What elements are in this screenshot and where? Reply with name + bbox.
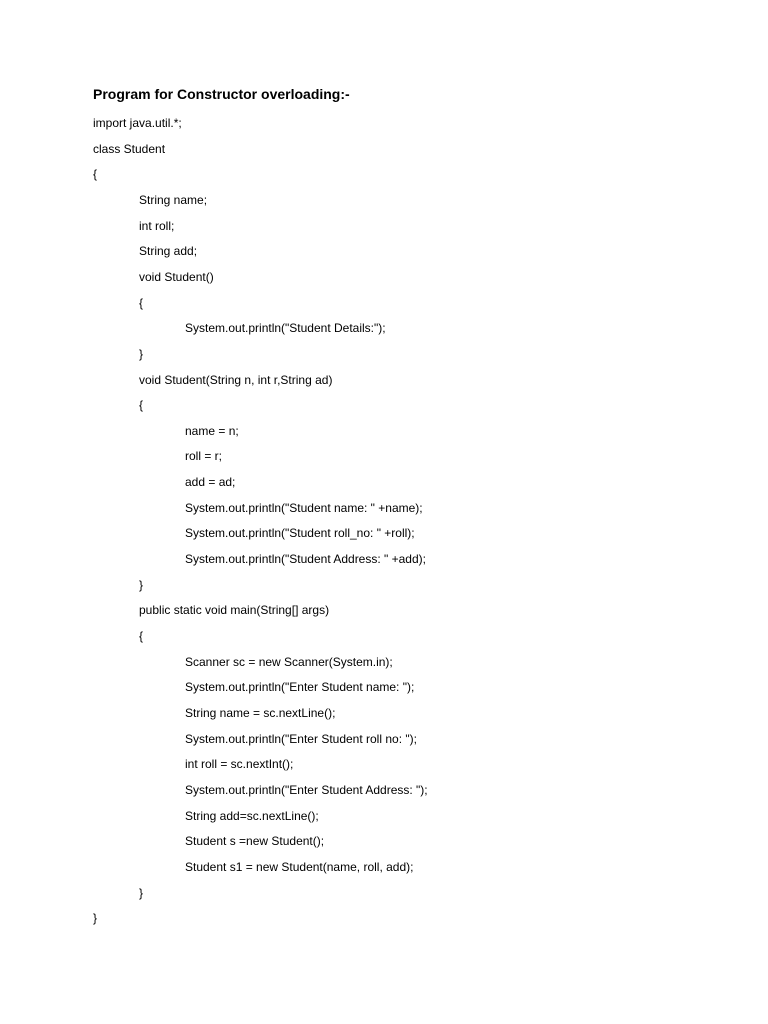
code-line: System.out.println("Enter Student Address: "); (185, 782, 428, 797)
code-line: } (139, 577, 144, 592)
code-line: System.out.println("Student name: " +name); (185, 500, 423, 515)
code-line: public static void main(String[] args) (139, 603, 330, 618)
code-line: class Student (93, 141, 166, 156)
code-line: String add=sc.nextLine(); (185, 808, 319, 823)
code-line: } (139, 346, 144, 361)
code-line: String name; (139, 192, 208, 207)
code-line: { (139, 629, 144, 643)
code-line: System.out.println("Enter Student name: "); (185, 680, 415, 695)
code-line: name = n; (185, 423, 239, 438)
code-line: String add; (139, 244, 198, 259)
code-line: System.out.println("Student roll_no: " +roll); (185, 526, 415, 541)
code-line: int roll = sc.nextInt(); (185, 757, 294, 772)
code-line: Scanner sc = new Scanner(System.in); (185, 654, 393, 669)
code-line: { (93, 167, 98, 182)
code-line: void Student() (139, 269, 214, 284)
code-line: System.out.println("Student Address: " +add); (185, 552, 426, 566)
code-line: } (93, 911, 98, 926)
code-line: Student s =new Student(); (185, 834, 325, 849)
code-line: int roll; (139, 218, 175, 233)
code-line: add = ad; (185, 475, 236, 490)
code-line: roll = r; (185, 449, 223, 464)
code-line: System.out.println("Student Details:"); (185, 321, 386, 336)
code-line: String name = sc.nextLine(); (185, 705, 336, 720)
code-line: } (139, 885, 144, 900)
code-line: System.out.println("Enter Student roll no: "); (185, 731, 417, 746)
document-heading: Program for Constructor overloading:- (93, 86, 350, 102)
code-line: { (139, 398, 144, 413)
code-line: Student s1 = new Student(name, roll, add); (185, 859, 414, 874)
code-line: import java.util.*; (93, 116, 182, 130)
code-line: void Student(String n, int r,String ad) (139, 372, 333, 387)
code-line: { (139, 295, 144, 310)
